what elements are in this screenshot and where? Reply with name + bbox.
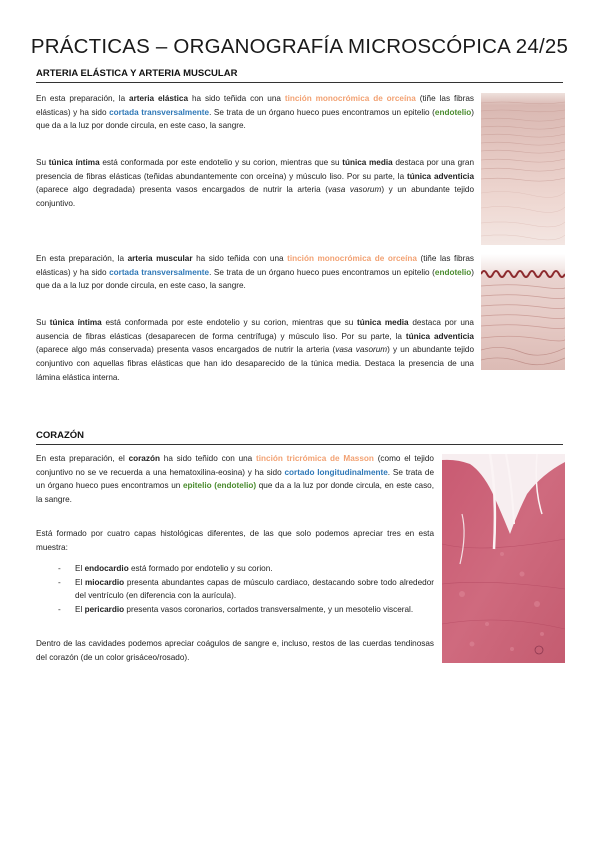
list-item-pericardio: - El pericardio presenta vasos coronarios, cortados transversalmente, y un mesotelio visceral. [56, 603, 434, 617]
muscular-artery-paragraph-1: En esta preparación, la arteria muscular ha sido teñida con una tinción monocrómica de orceína (tiñe las fibras elásticas) y ha sido cortada transversalmente. Se trata de un órgano hueco pues encontramos un epitelio (endotelio) que da a la luz por donde circula, en este caso, la sangre. [36, 254, 475, 291]
heart-paragraph-3: Dentro de las cavidades podemos apreciar coágulos de sangre e, incluso, restos de las cuerdas tendinosas del corazón (de un color grisáceo/rosado). [36, 639, 434, 662]
heart-layers-list [56, 562, 434, 617]
page-title: PRÁCTICAS – ORGANOGRAFÍA MICROSCÓPICA 24/25 [30, 35, 569, 58]
section-heading-heart: CORAZÓN [36, 430, 563, 445]
heart-paragraph-1: En esta preparación, el corazón ha sido teñido con una tinción tricrómica de Masson (como el tejido conjuntivo no se ve recuerda a una hematoxilina-eosina) y ha sido cortado longitudinalmente. Se trata de un órgano hueco pues encontramos un epitelio (endotelio) que da a la luz por donde circula, en este caso, la sangre. [36, 454, 435, 505]
elastic-artery-paragraph-2: Su túnica íntima está conformada por este endotelio y su corion, mientras que su túnica media destaca por una gran presencia de fibras elásticas (teñidas abundantemente con orceína) y músculo liso. Por su parte, la túnica adventicia (aparece algo degradada) presenta vasos encargados de nutrir la arteria (vasa vasorum) y un abundante tejido conjuntivo. [36, 158, 475, 209]
list-item-endocardio: - El endocardio está formado por endotelio y su corion. [56, 562, 434, 576]
muscular-artery-micrograph [481, 254, 565, 370]
heart-paragraph-2: Está formado por cuatro capas histológicas diferentes, de las que solo podemos apreciar tres en esta muestra: [36, 529, 434, 552]
muscular-artery-paragraph-2: Su túnica íntima está conformada por este endotelio y su corion, mientras que su túnica media destaca por una ausencia de fibras elásticas (desaparecen de forma centrífuga) y músculo liso. Por su parte, la túnica adventicia (aparece algo más conservada) presenta vasos encargados de nutrir la arteria (vasa vasorum) y un abundante tejido conjuntivo con aquellas fibras elásticas que han ido desaparecido de la túnica media. Destaca la presencia de una lámina elástica interna. [36, 318, 474, 382]
list-item-miocardio: - El miocardio presenta abundantes capas de músculo cardiaco, destacando sobre todo alrededor del ventrículo (en diferencia con la aurícula). [56, 576, 434, 603]
elastic-artery-micrograph [481, 93, 565, 245]
heart-micrograph [442, 454, 565, 663]
section-heading-arteries: ARTERIA ELÁSTICA Y ARTERIA MUSCULAR [36, 68, 563, 83]
elastic-artery-paragraph-1: En esta preparación, la arteria elástica ha sido teñida con una tinción monocrómica de orceína (tiñe las fibras elásticas) y ha sido cortada transversalmente. Se trata de un órgano hueco pues encontramos un epitelio (endotelio) que da a la luz por donde circula, en este caso, la sangre. [36, 94, 475, 131]
